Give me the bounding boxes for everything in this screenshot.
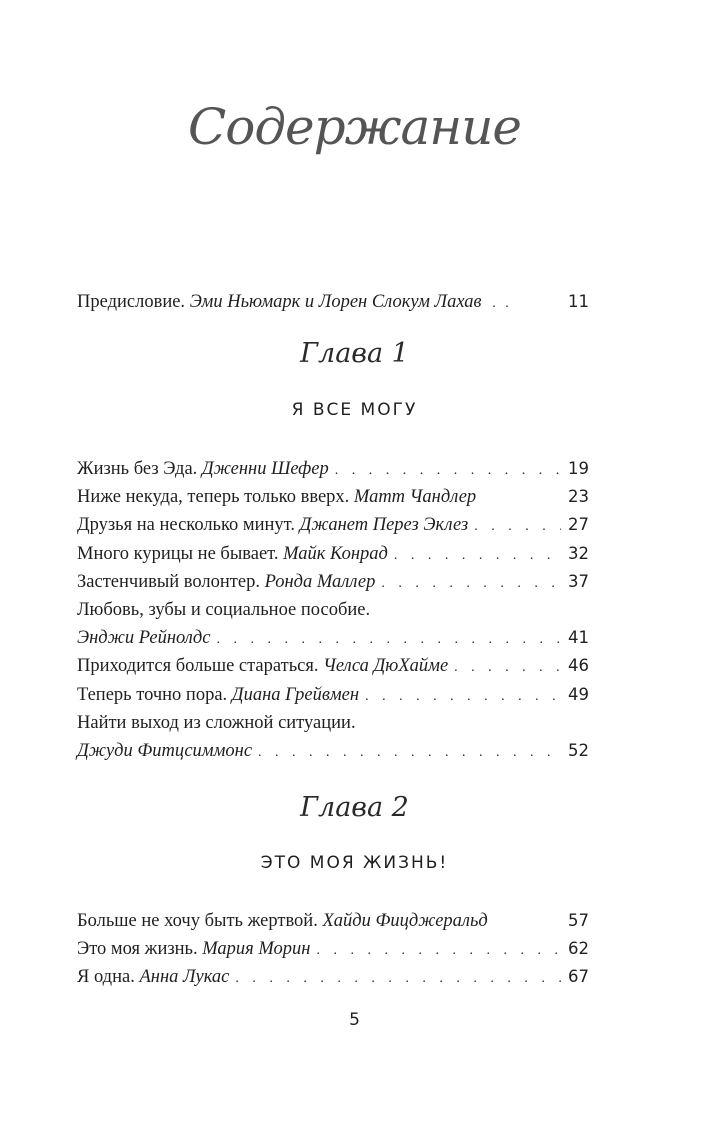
toc-entry — [77, 483, 589, 511]
entry-author: Майк Конрад — [283, 543, 388, 564]
chapter-2-section-title: ЭТО МОЯ ЖИЗНЬ! — [260, 853, 449, 873]
toc-entry — [77, 540, 589, 568]
entry-page: 23 — [568, 487, 589, 507]
toc-entry — [77, 907, 589, 935]
entry-page: 52 — [568, 740, 589, 760]
page-number: 5 — [349, 1010, 360, 1030]
entry-author: Энджи Рейнолдс — [77, 628, 211, 649]
dot-leader — [365, 683, 561, 711]
entry-page: 62 — [568, 939, 589, 959]
entry-title: Это моя жизнь. — [77, 939, 198, 960]
entry-author: Ронда Маллер — [264, 571, 376, 592]
entry-page: 37 — [568, 571, 589, 591]
toc-entry — [77, 624, 589, 652]
entry-author: Хайди Фицджеральд — [322, 911, 488, 931]
entry-author: Челса ДюХайме — [323, 656, 449, 677]
entry-title: Теперь точно пора. — [77, 684, 228, 705]
entry-title: Я одна. — [77, 967, 135, 988]
toc-entry — [77, 737, 589, 765]
entry-title: Друзья на несколько минут. — [77, 515, 295, 536]
page-title: Содержание — [187, 98, 522, 156]
dot-leader — [394, 542, 561, 570]
entry-page: 32 — [568, 543, 589, 563]
entry-title: Застенчивый волонтер. — [77, 571, 260, 592]
dot-leader — [474, 513, 561, 541]
entry-page: 49 — [568, 684, 589, 704]
dot-leader — [316, 937, 561, 965]
entry-author: Джуди Фитцсиммонс — [77, 740, 253, 761]
preface-author: Эми Ньюмарк и Лорен Слокум Лахав — [189, 292, 482, 312]
preface-page: 11 — [568, 292, 589, 311]
entry-author: Диана Грейвмен — [231, 684, 360, 705]
toc-entry — [77, 511, 589, 539]
entry-title: Приходится больше стараться. — [77, 656, 319, 677]
entry-title: Больше не хочу быть жертвой. — [77, 911, 318, 931]
toc-entry — [77, 455, 589, 483]
preface-entry — [77, 288, 589, 316]
dot-leader — [454, 654, 561, 682]
entry-author: Джанет Перез Эклез — [299, 515, 469, 536]
toc-entry — [77, 681, 589, 709]
entry-title: Жизнь без Эда. — [77, 459, 198, 479]
entry-page: 19 — [568, 459, 589, 478]
entry-author: Анна Лукас — [139, 967, 230, 988]
toc-entry-title-line — [77, 709, 589, 737]
toc-entry — [77, 568, 589, 596]
dot-leader — [258, 739, 561, 767]
entry-page: 67 — [568, 967, 589, 987]
entry-title: Много курицы не бывает. — [77, 543, 279, 564]
entry-page: 41 — [568, 628, 589, 648]
chapter-1-toc — [77, 455, 589, 765]
toc-entry — [77, 963, 589, 991]
toc-entry — [77, 652, 589, 680]
dot-leader — [235, 965, 561, 993]
entry-page: 27 — [568, 515, 589, 535]
entry-page: 46 — [568, 656, 589, 676]
toc-entry — [77, 935, 589, 963]
entry-title: Найти выход из сложной ситуации. — [77, 712, 356, 733]
chapter-2-heading: Глава 2 — [300, 792, 409, 823]
dot-leader — [216, 626, 561, 654]
entry-page: 57 — [568, 911, 589, 930]
preface-leader: . . — [492, 296, 512, 311]
preface-label: Предисловие. — [77, 292, 186, 312]
entry-title: Ниже некуда, теперь только вверх. — [77, 487, 350, 508]
chapter-2-toc — [77, 907, 589, 992]
dot-leader — [381, 570, 561, 598]
entry-title: Любовь, зубы и социальное пособие. — [77, 599, 371, 620]
entry-author: Мария Морин — [202, 939, 311, 960]
toc-entry-title-line — [77, 596, 589, 624]
entry-author: Матт Чандлер — [353, 487, 477, 508]
entry-author: Дженни Шефер — [201, 459, 329, 479]
chapter-1-heading: Глава 1 — [300, 338, 409, 369]
dot-leader — [335, 457, 561, 485]
chapter-1-section-title: Я ВСЕ МОГУ — [291, 400, 418, 420]
